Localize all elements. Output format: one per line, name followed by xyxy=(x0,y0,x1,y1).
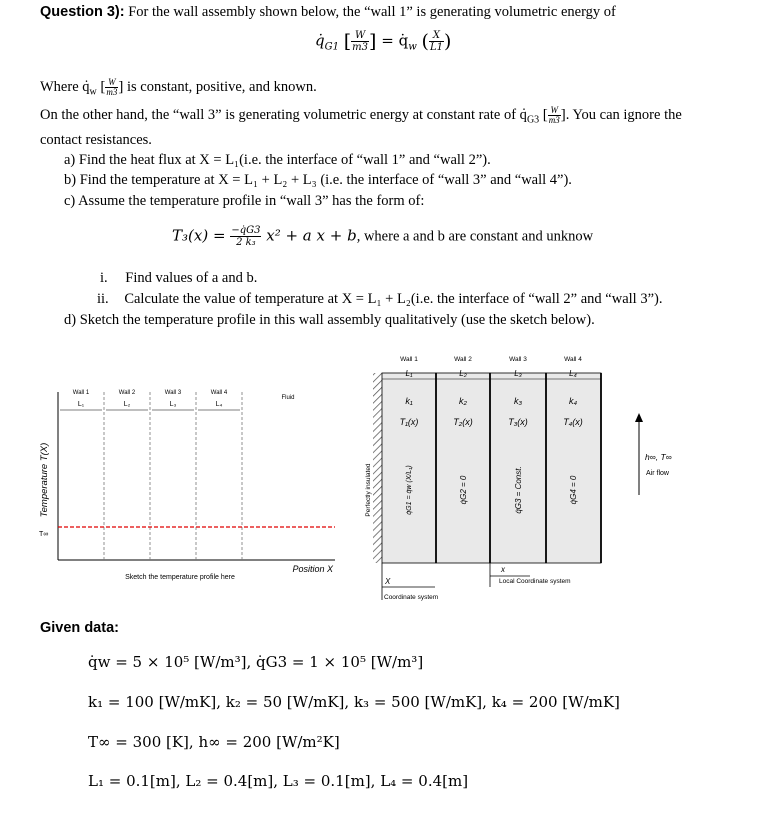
t1-label: T₁(x) xyxy=(399,417,419,427)
where-line: Where $q̇_w$ [ $\frac{W}{m3}$ ] is constant, positive, and known. xyxy=(40,77,317,98)
part-a: a) Find the heat flux at X = L₁(i.e. the interface of “wall 1” and “wall 2”). xyxy=(64,152,491,168)
given-line-2: k₁ = 100 [W/mK], k₂ = 50 [W/mK], k₃ = 500 [W/mK], k₄ = 200 [W/mK] xyxy=(88,693,620,711)
part-c: c) Assume the temperature profile in “wall 3” has the form of: xyxy=(64,193,425,209)
k2-label: k₂ xyxy=(459,396,467,406)
generation-equation: $q̇_{G1}$ [ $\frac{W}{m3}$ ] = $q̇_w$ ( $\frac{X}{L1}$ ) xyxy=(315,30,452,53)
l2-label: L₂ xyxy=(459,369,467,378)
k4-label: k₄ xyxy=(568,396,578,406)
wall3-line: On the other hand, the “wall 3” is generating volumetric energy at constant rate of $q̇_{G3}$ [ $\frac{W}{m3}$ ]. You can ignore the xyxy=(40,105,682,126)
part-d: d) Sketch the temperature profile in this wall assembly qualitatively (use the sketch below). xyxy=(64,312,595,328)
left-l2-label: L₂ xyxy=(123,401,131,408)
wall-assembly-diagram xyxy=(355,350,700,605)
given-line-3: T∞ = 300 [K], h∞ = 200 [W/m²K] xyxy=(88,733,340,751)
wall-2-label: Wall 2 xyxy=(454,356,472,363)
left-l3-label: L₃ xyxy=(169,401,177,408)
left-wall-3-label: Wall 3 xyxy=(164,390,182,396)
gen-4-label: q̇G4 = 0 xyxy=(569,475,578,505)
coord-system-label: Coordinate system xyxy=(384,594,439,601)
wall-3-label: Wall 3 xyxy=(509,356,527,363)
air-flow-label: Air flow xyxy=(646,470,669,477)
insulation-hatch xyxy=(373,373,382,563)
l3-label: L₃ xyxy=(514,369,522,378)
contact-line: contact resistances. xyxy=(40,132,152,148)
gen-1-label: q̇G1 = q̇w (X/L₁) xyxy=(406,465,413,515)
y-axis-label: Temperature T(X) xyxy=(39,442,50,518)
left-l1-label: L₁ xyxy=(77,401,85,408)
x-axis-label: Position X xyxy=(292,564,333,574)
left-wall-4-label: Wall 4 xyxy=(210,390,228,396)
l1-label: L₁ xyxy=(405,369,413,378)
given-title: Given data: xyxy=(40,620,119,636)
gen-3-label: q̇G3 = Const. xyxy=(514,466,523,514)
t3-label: T₃(x) xyxy=(508,417,528,427)
global-x-label: X xyxy=(385,577,391,586)
wall-1-label: Wall 1 xyxy=(400,356,418,363)
wall-4-label: Wall 4 xyxy=(564,356,582,363)
given-line-4: L₁ = 0.1[m], L₂ = 0.4[m], L₃ = 0.1[m], L₄ = 0.4[m] xyxy=(88,772,469,790)
left-l4-label: L₄ xyxy=(215,401,223,408)
air-flow-arrowhead xyxy=(635,413,643,422)
gen-2-label: q̇G2 = 0 xyxy=(459,475,468,505)
sketch-caption: Sketch the temperature profile here xyxy=(125,574,235,581)
local-coord-label: Local Coordinate system xyxy=(499,578,571,585)
left-wall-1-label: Wall 1 xyxy=(72,390,90,396)
part-c-i: i. Find values of a and b. xyxy=(100,270,258,286)
fluid-label: Fluid xyxy=(281,395,295,401)
question-header xyxy=(40,4,616,21)
given-line-1: q̇w = 5 × 10⁵ [W/m³], q̇G3 = 1 × 10⁵ [W/m³] xyxy=(88,653,424,671)
k3-label: k₃ xyxy=(513,396,523,406)
k1-label: k₁ xyxy=(405,396,413,406)
insulated-label: Perfectly insulated xyxy=(365,463,372,517)
part-c-ii: ii. Calculate the value of temperature at X = L₁ + L₂(i.e. the interface of “wall 2” and “wall 3”). xyxy=(97,291,663,307)
question-intro: For the wall assembly shown below, the “wall 1” is generating volumetric energy of xyxy=(128,4,616,20)
left-wall-2-label: Wall 2 xyxy=(118,390,136,396)
local-x-label: x xyxy=(501,565,505,574)
l4-label: L₄ xyxy=(569,369,577,378)
h-inf-label: h∞, T∞ xyxy=(645,452,672,462)
part-b: b) Find the temperature at X = L₁ + L₂ + L₃ (i.e. the interface of “wall 3” and “wall 4”). xyxy=(64,172,572,188)
part-c-equation: T₃(x) = $\frac{-q̇G3}{\text{2 k₃}}$ x² + a x + b, where a and b are constant and unknow xyxy=(172,225,594,248)
t-inf-label: T∞ xyxy=(39,531,49,538)
question-label: Question 3): xyxy=(40,4,125,20)
t2-label: T₂(x) xyxy=(453,417,473,427)
t4-label: T₄(x) xyxy=(563,417,583,427)
temperature-sketch xyxy=(30,380,350,590)
